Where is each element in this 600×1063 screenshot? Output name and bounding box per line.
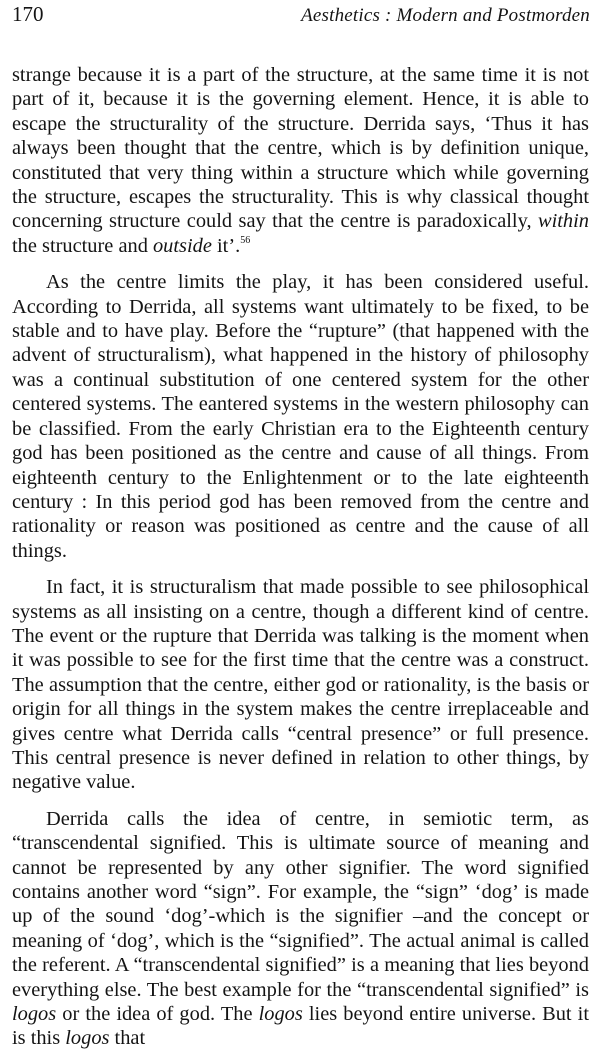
p1-text-b: the structure and	[12, 234, 153, 257]
p1-text-c: it’.	[211, 234, 241, 257]
p4-text-a: Derrida calls the idea of centre, in semiotic term, as “transcendental signified. This is ultimate source of meaning and cannot be represented by any other signifier. The word signified contains another word “sign”. For example, the “sign” ‘dog’ is made up of the sound ‘dog’-which is the signifier –and the concept or meaning of ‘dog’, which is the “signified”. The actual animal is called the referent. A “transcendental signified” is a meaning that lies beyond everything else. The best example for the “transcendental signified” is	[12, 807, 589, 1001]
p1-emphasis-within: within	[538, 210, 589, 233]
paragraph-1	[12, 63, 589, 258]
p1-emphasis-outside: outside	[152, 234, 212, 257]
running-title: Aesthetics : Modern and Postmorden	[301, 5, 590, 26]
p1-text-a: strange because it is a part of the structure, at the same time it is not part of it, because it is the governing element. Hence, it is able to escape the structurality of the structure. Derrida says, ‘Thus it has always been thought that the centre, which is by definition unique, constituted that very thing within a structure which while governing the structure, escapes the structurality. This is why classical thought concerning structure could say that the centre is paradoxically,	[12, 64, 589, 233]
page-number: 170	[12, 2, 44, 26]
paragraph-3: In fact, it is structuralism that made possible to see philosophical systems as all insisting on a centre, though a different kind of centre. The event or the rupture that Derrida was talking is the moment when it was possible to see for the first time that the centre was a construct. The assumption that the centre, either god or rationality, is the basis or origin for all things in the system makes the centre irreplaceable and gives centre what Derrida calls “central presence” or full presence. This central presence is never defined in relation to other things, by negative value.	[12, 576, 589, 794]
p4-emphasis-logos-3: logos	[65, 1027, 110, 1050]
paragraph-4	[12, 807, 589, 1051]
footnote-marker: 56	[240, 234, 251, 246]
p4-text-b: or the idea of god. The	[56, 1003, 259, 1026]
p4-emphasis-logos-2: logos	[258, 1003, 303, 1026]
p4-emphasis-logos-1: logos	[12, 1003, 57, 1026]
p4-text-d: that	[109, 1027, 146, 1050]
p4-text-c: lies beyond entire universe. But it is this	[12, 1003, 590, 1050]
body-text	[12, 63, 589, 1063]
paragraph-2: As the centre limits the play, it has been considered useful. According to Derrida, all systems want ultimately to be fixed, to be stable and to have play. Before the “rupture” (that happened with the advent of structuralism), what happened in the history of philosophy was a continual substitution of one centered system for the other centered systems. The eantered systems in the western philosophy can be classified. From the early Christian era to the Eighteenth century god has been positioned as the centre and cause of all things. From eighteenth century to the Enlightenment or to the late eighteenth century : In this period god has been removed from the centre and rationality or reason was positioned as centre and the cause of all things.	[12, 271, 589, 562]
page-header	[12, 2, 590, 30]
